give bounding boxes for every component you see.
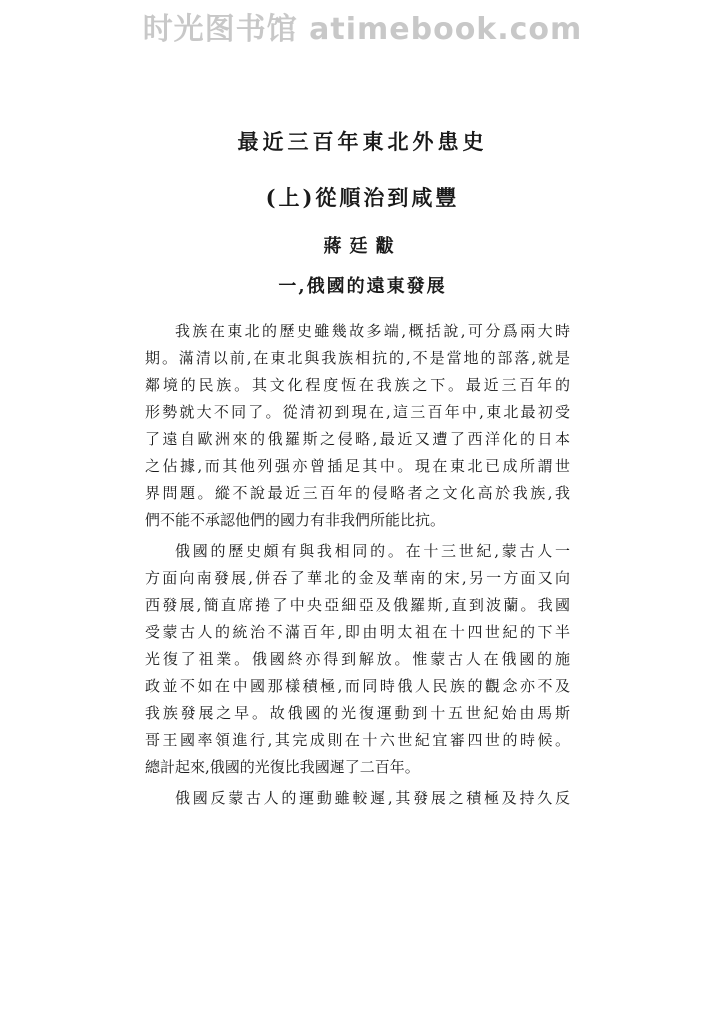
text-line: 受蒙古人的統治不滿百年,即由明太祖在十四世紀的下半 xyxy=(145,623,570,641)
section-heading: 一,俄國的遠東發展 xyxy=(278,276,447,297)
text-line: 方面向南發展,併吞了華北的金及華南的宋,另一方面又向 xyxy=(145,569,570,587)
text-line: 總計起來,俄國的光復比我國遲了二百年。 xyxy=(145,758,420,776)
text-line: 光復了祖業。俄國終亦得到解放。惟蒙古人在俄國的施 xyxy=(145,650,570,668)
text-line: 鄰境的民族。其文化程度恆在我族之下。最近三百年的 xyxy=(145,376,570,394)
text-line: 了遠自歐洲來的俄羅斯之侵略,最近又遭了西洋化的日本 xyxy=(145,430,570,448)
text-line: 形勢就大不同了。從清初到現在,這三百年中,東北最初受 xyxy=(145,403,570,421)
text-line: 西發展,簡直席捲了中央亞細亞及俄羅斯,直到波蘭。我國 xyxy=(145,596,570,614)
text-line: 我族在東北的歷史雖幾故多端,概括說,可分爲兩大時 xyxy=(175,322,570,340)
text-line: 之佔據,而其他列强亦曾插足其中。現在東北已成所謂世 xyxy=(145,457,570,475)
part-title: (上)從順治到咸豐 xyxy=(265,185,460,210)
text-line: 們不能不承認他們的國力有非我們所能比抗。 xyxy=(145,511,446,529)
text-line: 界問題。縱不說最近三百年的侵略者之文化高於我族,我 xyxy=(145,484,570,502)
text-line: 俄國反蒙古人的運動雖較遲,其發展之積極及持久反 xyxy=(175,789,570,807)
watermark: 时光图书馆 atimebook.com xyxy=(142,12,583,47)
text-line: 政並不如在中國那樣積極,而同時俄人民族的觀念亦不及 xyxy=(145,677,570,695)
text-line: 俄國的歷史頗有與我相同的。在十三世紀,蒙古人一 xyxy=(175,542,570,560)
text-line: 哥王國率領進行,其完成則在十六世紀宜審四世的時候。 xyxy=(145,731,570,749)
text-line: 我族發展之早。故俄國的光復運動到十五世紀始由馬斯 xyxy=(145,704,570,722)
text-line: 期。滿清以前,在東北與我族相抗的,不是當地的部落,就是 xyxy=(145,349,570,367)
author-name: 蔣廷黻 xyxy=(323,236,402,257)
book-title: 最近三百年東北外患史 xyxy=(237,129,488,154)
